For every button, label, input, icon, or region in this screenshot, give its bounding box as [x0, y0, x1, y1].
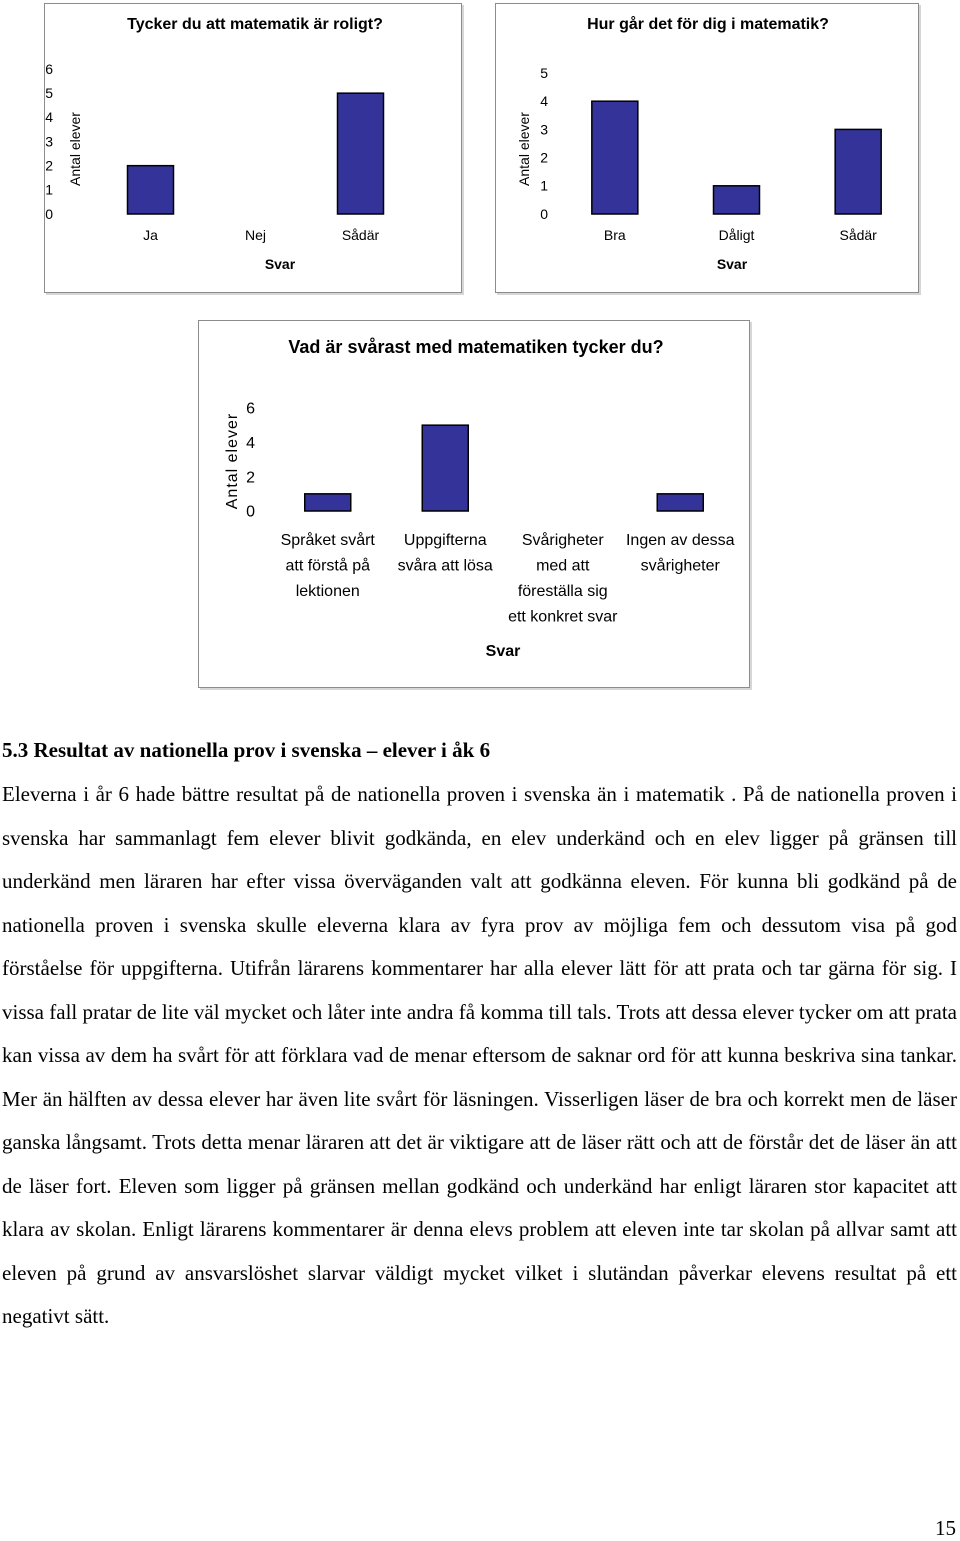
plot-area — [540, 65, 881, 243]
y-tick-label: 6 — [45, 60, 53, 77]
x-axis-label: Svar — [264, 256, 296, 272]
chart-math-progress-svg — [496, 4, 918, 292]
x-tick-label: Uppgifterna svåra att lösa — [397, 532, 493, 575]
plot-area — [246, 401, 735, 626]
bar — [305, 494, 351, 511]
x-tick-label: Ja — [143, 227, 158, 243]
chart-fun-math-svg — [45, 4, 461, 292]
x-tick-label: Bra — [603, 227, 626, 243]
bar — [835, 129, 881, 214]
bar — [128, 166, 174, 214]
y-axis-label: Antal elever — [67, 112, 83, 186]
y-tick-label: 2 — [540, 149, 548, 166]
bar — [422, 425, 468, 511]
x-tick-label: Sådär — [341, 227, 380, 243]
y-tick-label: 1 — [45, 181, 53, 198]
page-number: 15 — [935, 1516, 956, 1540]
chart-fun-math — [44, 3, 462, 293]
chart-hardest-math-svg — [199, 321, 749, 687]
chart-hardest-math — [198, 320, 750, 688]
y-tick-label: 4 — [246, 434, 255, 452]
y-axis-label: Antal elever — [224, 412, 241, 510]
chart-title: Tycker du att matematik är roligt? — [127, 16, 383, 33]
chart-title: Hur går det för dig i matematik? — [587, 16, 829, 33]
plot-area — [45, 61, 383, 243]
y-tick-label: 1 — [540, 177, 548, 194]
chart-title: Vad är svårast med matematiken tycker du? — [288, 337, 664, 357]
y-tick-label: 4 — [540, 93, 548, 110]
y-tick-label: 6 — [246, 400, 255, 418]
bar — [338, 93, 384, 214]
chart-math-progress — [495, 3, 919, 293]
x-tick-label: Nej — [244, 227, 267, 243]
x-axis-label: Svar — [485, 643, 521, 660]
bar — [592, 101, 638, 214]
x-tick-label: Dåligt — [718, 227, 755, 243]
section-body: Eleverna i år 6 hade bättre resultat på de nationella proven i svenska än i matematik . På de nationella proven i svenska har sammanlagt fem elever blivit godkända, en elev underkänd och en elev ligger på gränsen till underkänd men läraren har efter vissa överväganden valt att godkänna eleven. För kunna bli godkänd på de nationella proven i svenska skulle eleverna klara av fyra prov av möjliga fem och dessutom visa på god förståelse för uppgifterna. Utifrån lärarens kommentarer har alla elever lätt för att prata och tar gärna för sig. I vissa fall pratar de lite väl mycket och låter inte andra få komma till tals. Trots att dessa elever tycker om att prata kan vissa av dem ha svårt för att förklara vad de menar eftersom de saknar ord för att kunna beskriva sina tankar. Mer än hälften av dessa elever har även lite svårt för läsningen. Visserligen läser de bra och korrekt men de läser ganska långsamt. Trots detta menar läraren att det är viktigare att de läser rätt och att de förstår det de läser än att de läser fort. Eleven som ligger på gränsen mellan godkänd och underkänd har enligt läraren stor kapacitet att klara av skolan. Enligt lärarens kommentarer är denna elevs problem att eleven inte tar skolan på allvar samt att eleven på grund av ansvarslöshet slarvar väldigt mycket vilket i slutändan påverkar elevens resultat på ett negativt sätt. — [2, 782, 957, 1328]
x-tick-label: Ingen av dessa svårigheter — [625, 532, 735, 575]
y-tick-label: 3 — [540, 121, 548, 138]
y-tick-label: 0 — [246, 503, 255, 521]
y-tick-label: 2 — [45, 157, 53, 174]
y-tick-label: 2 — [246, 469, 255, 487]
x-tick-label: Språket svårt att förstå på lektionen — [280, 532, 375, 600]
y-tick-label: 5 — [540, 64, 548, 81]
y-tick-label: 5 — [45, 85, 53, 102]
bar — [714, 186, 760, 214]
x-tick-label: Sådär — [839, 227, 877, 243]
y-tick-label: 0 — [45, 205, 53, 222]
y-tick-label: 0 — [540, 205, 548, 222]
x-axis-label: Svar — [716, 256, 748, 272]
x-tick-label: Svårigheter med att föreställa sig ett konkret svar — [508, 532, 618, 626]
section-heading: 5.3 Resultat av nationella prov i svenska – elever i åk 6 — [2, 738, 491, 762]
y-tick-label: 3 — [45, 133, 53, 150]
y-axis-label: Antal elever — [516, 112, 532, 186]
y-tick-label: 4 — [45, 109, 53, 126]
bar — [657, 494, 703, 511]
